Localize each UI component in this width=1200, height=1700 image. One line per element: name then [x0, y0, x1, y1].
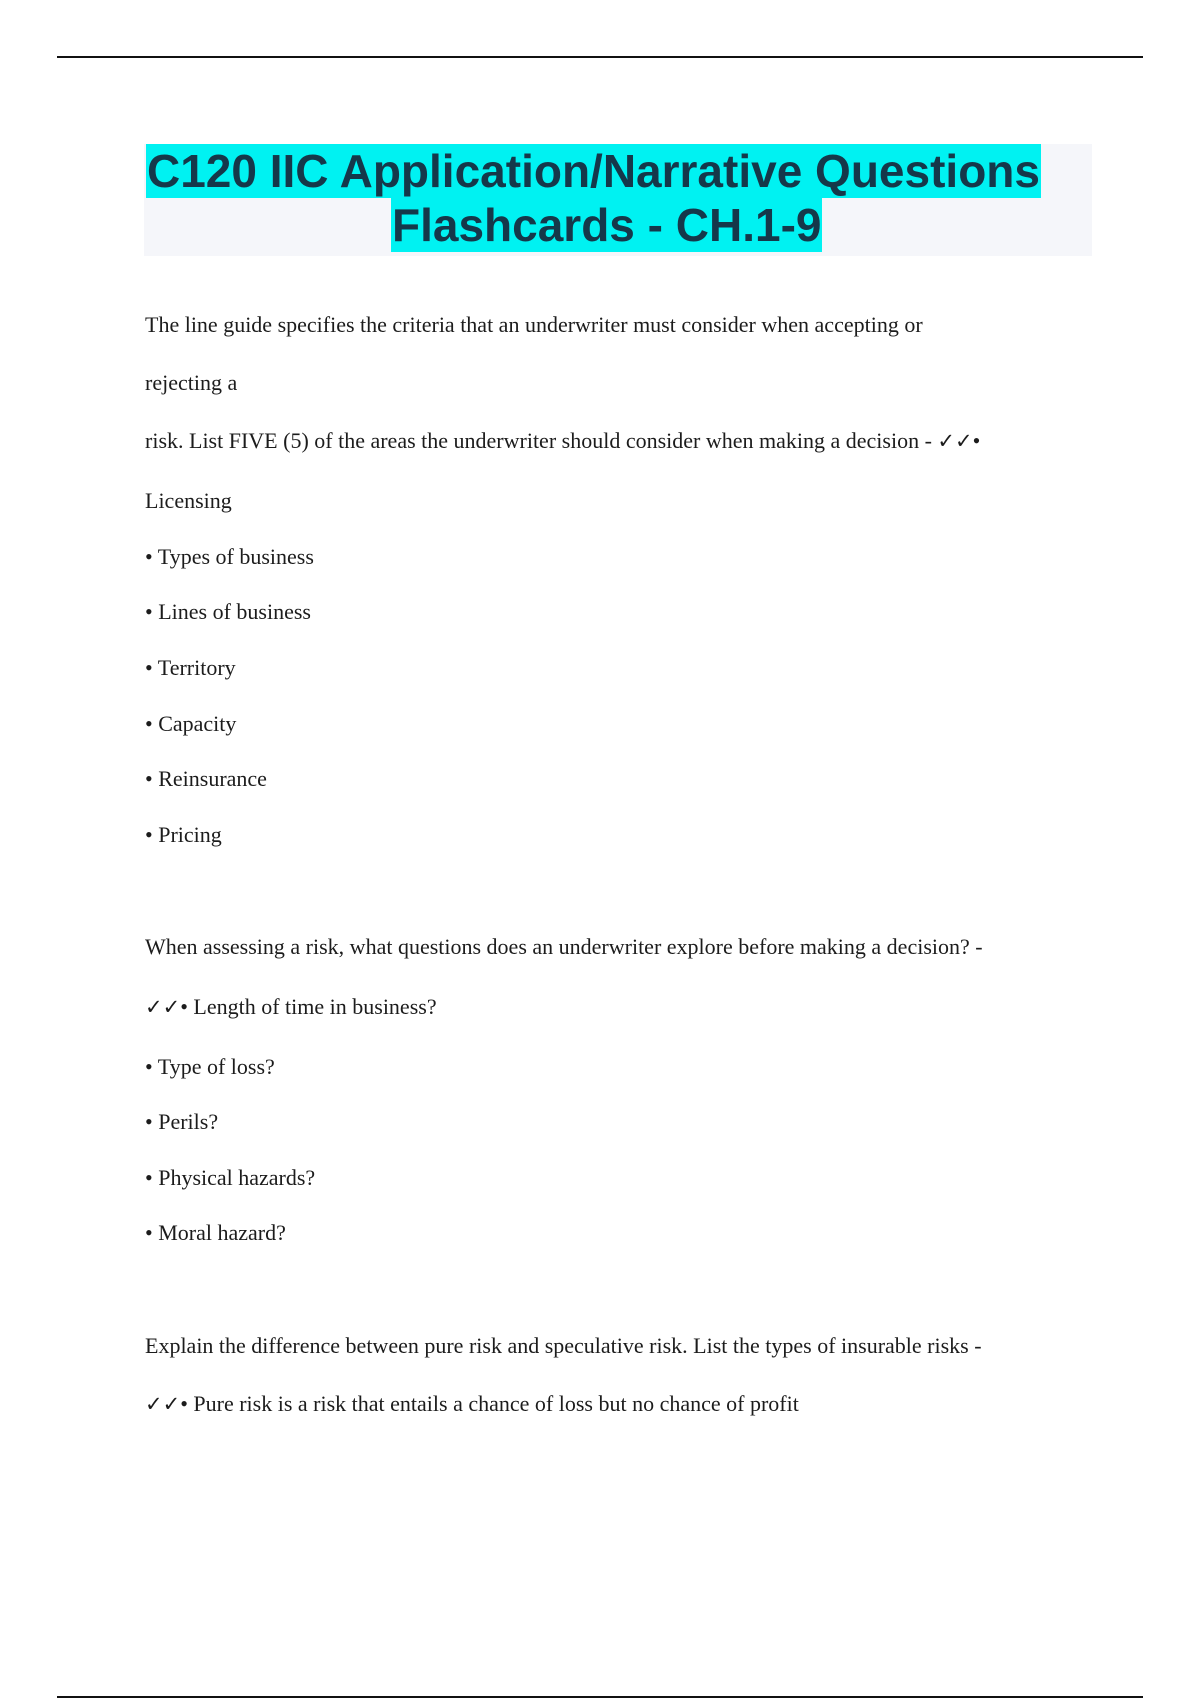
title-line-1: C120 IIC Application/Narrative Questions	[147, 145, 1040, 197]
card-1-question-line-2: rejecting a	[145, 370, 238, 395]
card-1-answer-5: • Capacity	[145, 711, 237, 736]
card-2-answer-first	[145, 994, 437, 1020]
card-1-answer-3: • Lines of business	[145, 599, 311, 624]
card-1-answer-2: • Types of business	[145, 544, 314, 569]
card-1-answer-6: • Reinsurance	[145, 766, 267, 791]
card-1-answer-4: • Territory	[145, 655, 236, 680]
title-line-2: Flashcards - CH.1-9	[392, 199, 822, 251]
card-3-answer-first-text: • Pure risk is a risk that entails a chance of loss but no chance of profit	[180, 1391, 799, 1416]
card-1-answer-7: • Pricing	[145, 822, 222, 847]
card-2-answer-first-text: • Length of time in business?	[180, 994, 437, 1019]
top-rule	[57, 56, 1143, 58]
card-1-question-line-1: The line guide specifies the criteria that an underwriter must consider when accepting or	[145, 312, 923, 337]
card-1-answer-1: Licensing	[145, 488, 232, 513]
card-2-answer-2: • Perils?	[145, 1109, 219, 1134]
check-mark-icon: ✓✓	[145, 1392, 181, 1416]
card-1-answer-bullet: •	[972, 428, 981, 453]
check-mark-icon: ✓✓	[937, 429, 973, 453]
document-title	[144, 144, 1092, 256]
bottom-rule	[57, 1696, 1143, 1698]
card-3-answer-first	[145, 1391, 799, 1417]
card-1-question-text: risk. List FIVE (5) of the areas the underwriter should consider when making a decision -	[145, 428, 932, 453]
card-2-answer-4: • Moral hazard?	[145, 1220, 286, 1245]
check-mark-icon: ✓✓	[145, 995, 181, 1019]
card-1-question-line-3	[145, 428, 980, 454]
card-2-question-line-1: When assessing a risk, what questions does an underwriter explore before making a decision? -	[145, 934, 983, 959]
card-3-question-line-1: Explain the difference between pure risk and speculative risk. List the types of insurable risks -	[145, 1333, 982, 1358]
card-2-answer-3: • Physical hazards?	[145, 1165, 316, 1190]
card-2-answer-1: • Type of loss?	[145, 1054, 275, 1079]
